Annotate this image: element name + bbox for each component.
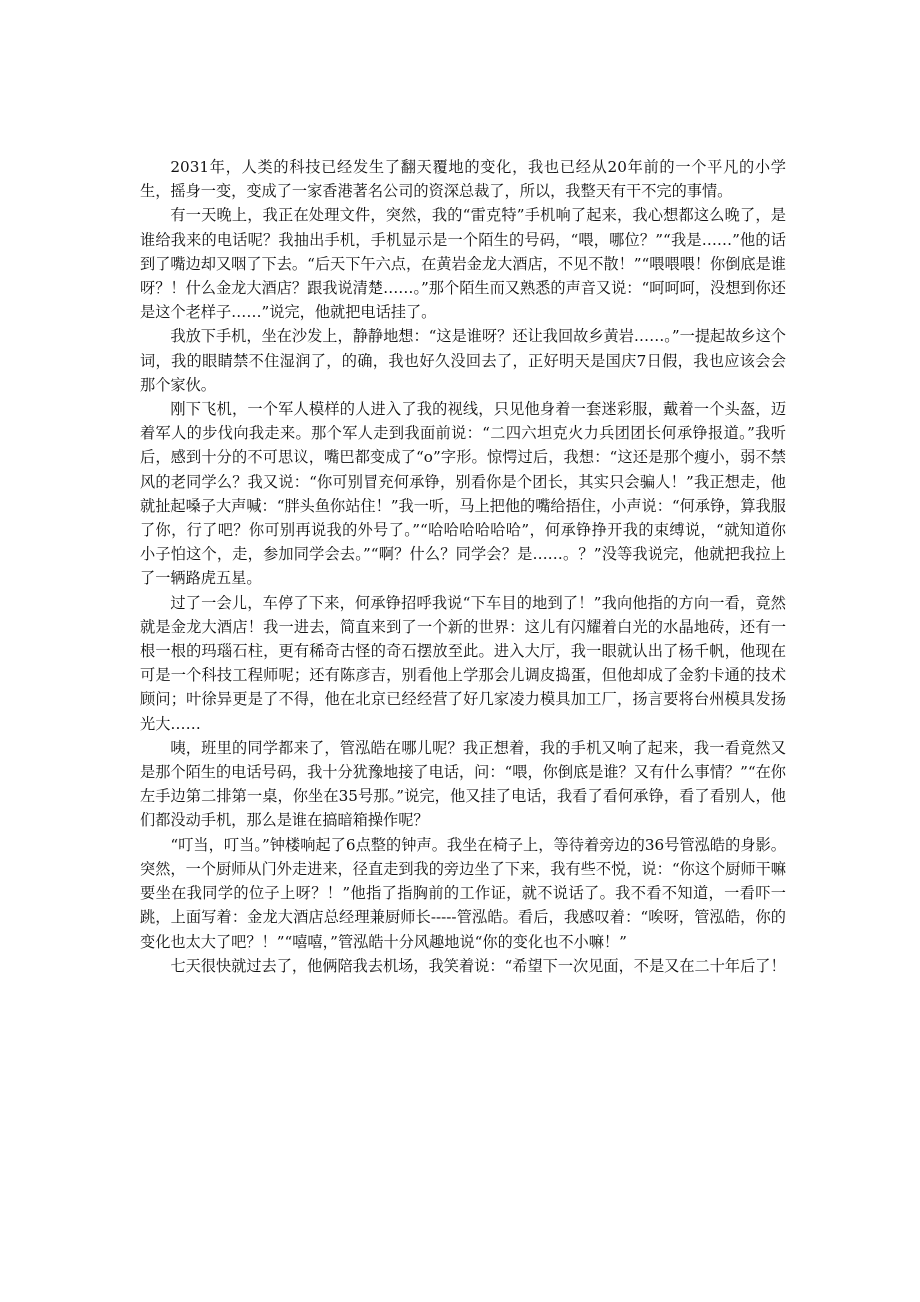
paragraph-4: 刚下飞机，一个军人模样的人进入了我的视线，只见他身着一套迷彩服，戴着一个头盔，迈着军人的步伐向我走来。那个军人走到我面前说：“二四六坦克火力兵团团长何承铮报道。”我听后，感到十分的不可思议，嘴巴都变成了“o”字形。惊愕过后，我想：“这还是那个瘦小，弱不禁风的老同学么？我又说：“你可别冒充何承铮，别看你是个团长，其实只会骗人！”我正想走，他就扯起嗓子大声喊：“胖头鱼你站住！”我一听，马上把他的嘴给捂住，小声说：“何承铮，算我服了你，行了吧？你可别再说我的外号了。”“哈哈哈哈哈哈”，何承铮挣开我的束缚说，“就知道你小子怕这个，走，参加同学会去。”“啊？什么？同学会？是……。？”没等我说完，他就把我拉上了一辆路虎五星。 <box>140 400 786 588</box>
paragraph-2: 有一天晚上，我正在处理文件，突然，我的“雷克特”手机响了起来，我心想都这么晚了，是谁给我来的电话呢？我抽出手机，手机显示是一个陌生的号码，“喂，哪位？”“我是……”他的话到了嘴边却又咽了下去。“后天下午六点，在黄岩金龙大酒店，不见不散！”“喂喂喂！你倒底是谁呀？！什么金龙大酒店？跟我说清楚……。”那个陌生而又熟悉的声音又说：“呵呵呵，没想到你还是这个老样子……”说完，他就把电话挂了。 <box>140 206 786 322</box>
paragraph-3: 我放下手机，坐在沙发上，静静地想：“这是谁呀？还让我回故乡黄岩……。”一提起故乡这个词，我的眼睛禁不住湿润了，的确，我也好久没回去了，正好明天是国庆7日假，我也应该会会那个家伙。 <box>140 327 786 394</box>
article-body <box>140 155 786 978</box>
paragraph-5: 过了一会儿，车停了下来，何承铮招呼我说“下车目的地到了！”我向他指的方向一看，竟然就是金龙大酒店！我一进去，简直来到了一个新的世界：这儿有闪耀着白光的水晶地砖，还有一根一根的玛瑙石柱，更有稀奇古怪的奇石摆放至此。进入大厅，我一眼就认出了杨千帆，他现在可是一个科技工程师呢；还有陈彦吉，别看他上学那会儿调皮捣蛋，但他却成了金豹卡通的技术顾问；叶徐异更是了不得，他在北京已经经营了好几家凌力模具加工厂，扬言要将台州模具发扬光大…… <box>140 593 786 733</box>
paragraph-8: 七天很快就过去了，他俩陪我去机场，我笑着说：“希望下一次见面，不是又在二十年后了！ <box>170 956 786 975</box>
paragraph-6: 咦，班里的同学都来了，管泓皓在哪儿呢？我正想着，我的手机又响了起来，我一看竟然又是那个陌生的电话号码，我十分犹豫地接了电话，问：“喂，你倒底是谁？又有什么事情？”“在你左手边第二排第一桌，你坐在35号那。”说完，他又挂了电话，我看了看何承铮，看了看别人，他们都没动手机，那么是谁在搞暗箱操作呢？ <box>140 738 786 830</box>
paragraph-1: 2031年，人类的科技已经发生了翻天覆地的变化，我也已经从20年前的一个平凡的小学生，摇身一变，变成了一家香港著名公司的资深总裁了，所以，我整天有干不完的事情。 <box>140 158 786 201</box>
paragraph-7: “叮当，叮当。”钟楼响起了6点整的钟声。我坐在椅子上，等待着旁边的36号管泓皓的身影。突然，一个厨师从门外走进来，径直走到我的旁边坐了下来，我有些不悦，说：“你这个厨师干嘛要坐在我同学的位子上呀？！”他指了指胸前的工作证，就不说话了。我不看不知道，一看吓一跳，上面写着：金龙大酒店总经理兼厨师长-----管泓皓。看后，我感叹着：“唉呀，管泓皓，你的变化也太大了吧？！”“嘻嘻，”管泓皓十分风趣地说“你的变化也不小嘛！” <box>140 835 786 951</box>
